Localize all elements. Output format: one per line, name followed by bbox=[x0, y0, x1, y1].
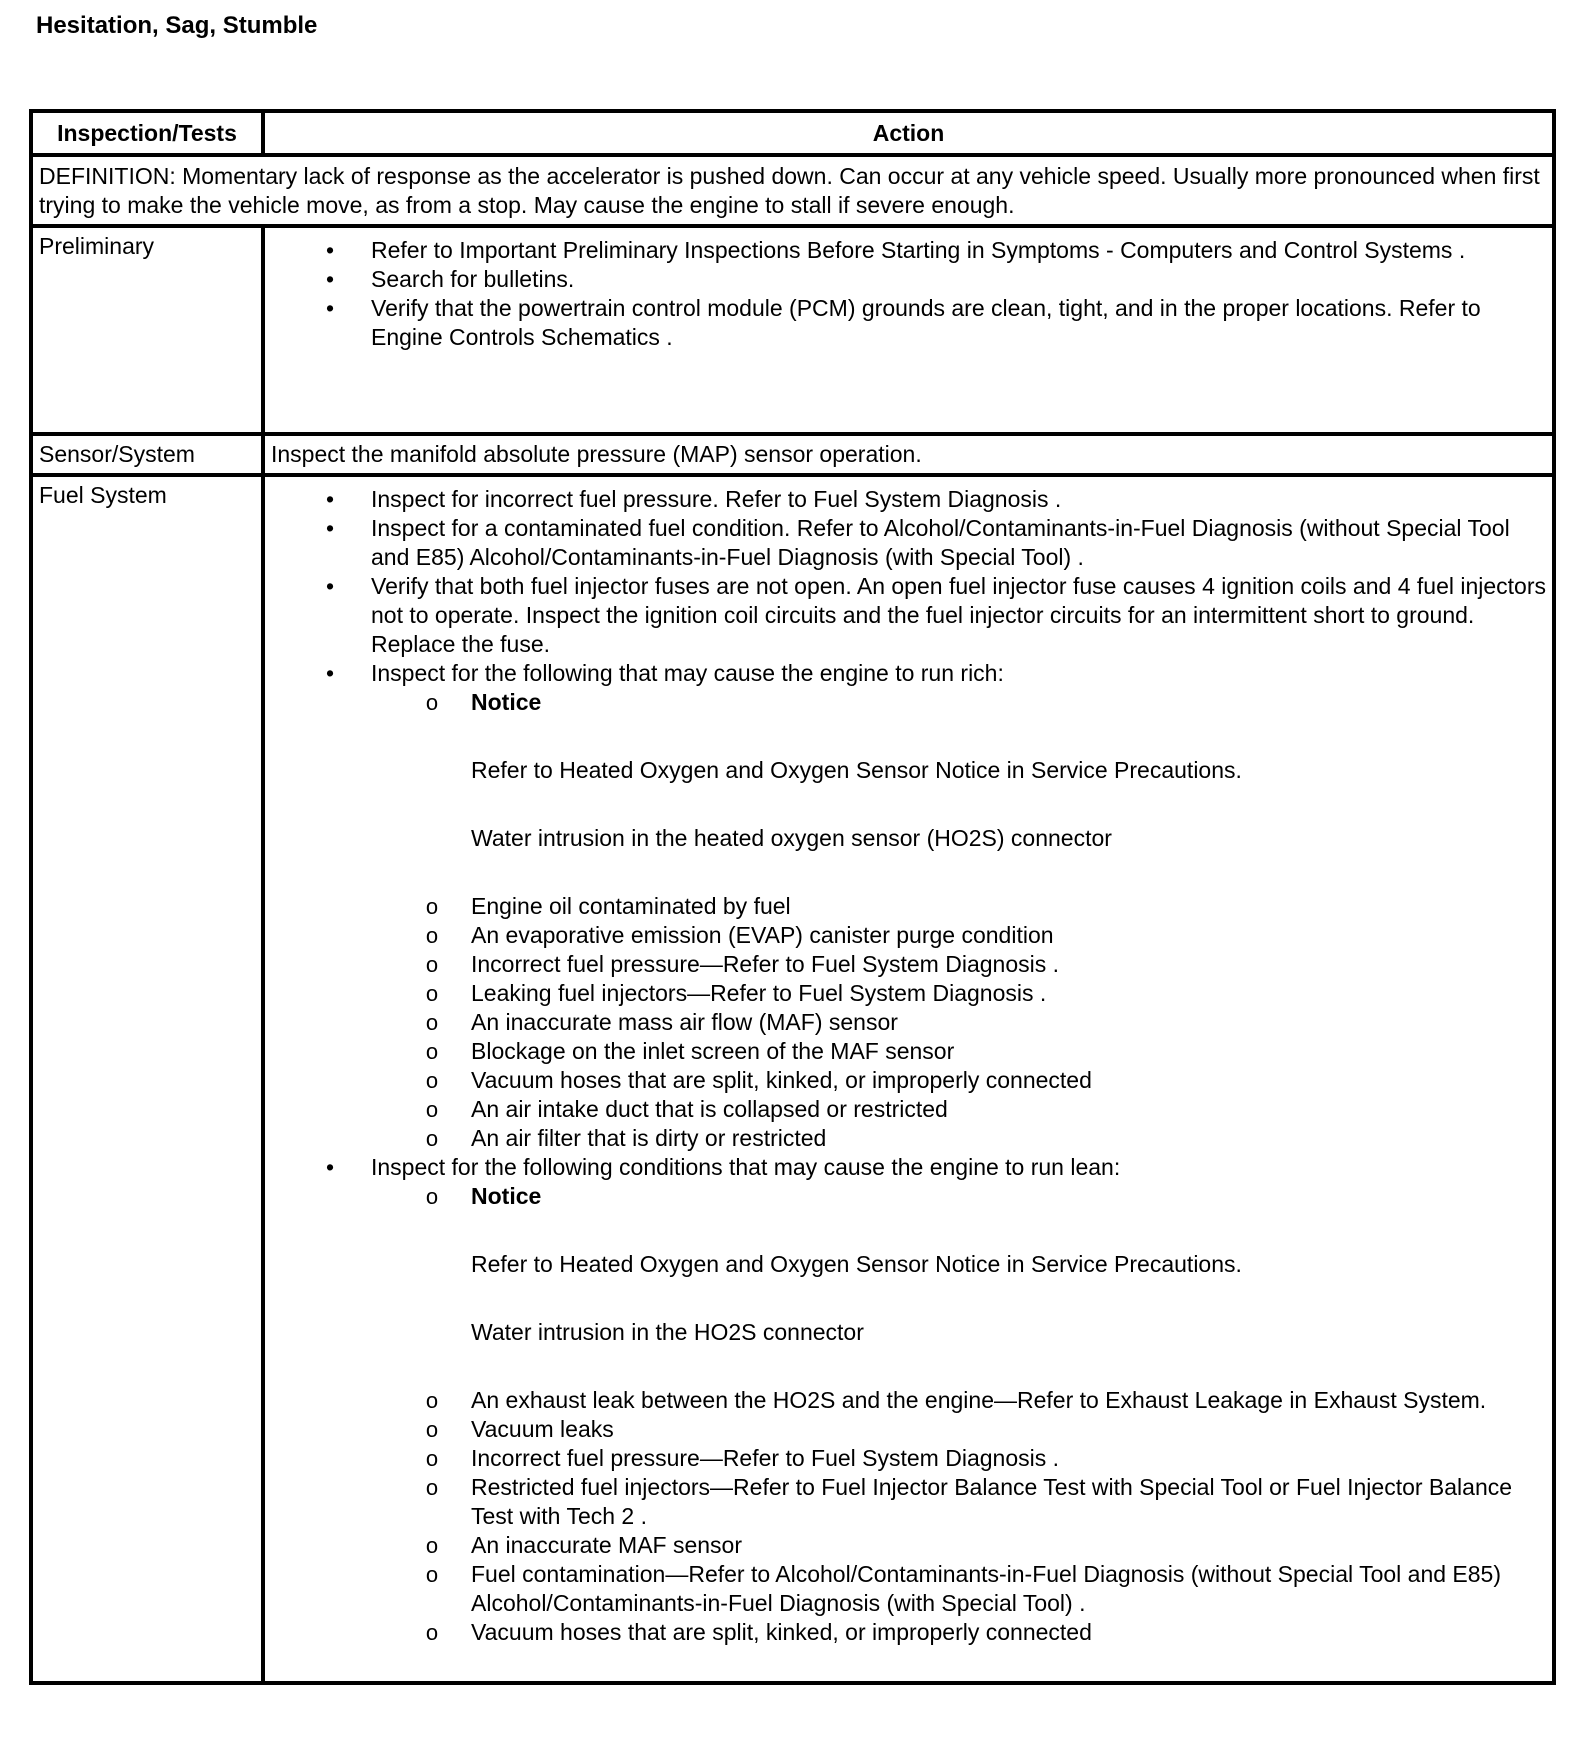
notice-label: Notice bbox=[471, 689, 542, 715]
circle-bullet-icon: o bbox=[425, 1039, 439, 1064]
sensor-row bbox=[31, 434, 1554, 475]
sub-list-item: o Vacuum leaks bbox=[265, 1415, 1548, 1444]
circle-bullet-icon: o bbox=[425, 1417, 439, 1442]
circle-bullet-icon: o bbox=[425, 1388, 439, 1413]
definition-text: DEFINITION: Momentary lack of response as the accelerator is pushed down. Can occur at any vehicle speed. Usually more pronounced when first trying to make the vehicle move, as from a stop. May cause the engine to stall if severe enough. bbox=[31, 155, 1554, 226]
bullet-icon: • bbox=[325, 573, 335, 599]
notice-item: Water intrusion in the heated oxygen sensor (HO2S) connector bbox=[471, 825, 1112, 851]
bullet-icon: • bbox=[325, 295, 335, 321]
sub-list-item: o Leaking fuel injectors—Refer to Fuel System Diagnosis . bbox=[265, 979, 1548, 1008]
sub-list-item: o An inaccurate mass air flow (MAF) sensor bbox=[265, 1008, 1548, 1037]
circle-bullet-icon: o bbox=[425, 1010, 439, 1035]
bullet-icon: • bbox=[325, 237, 335, 263]
circle-bullet-icon: o bbox=[425, 1446, 439, 1471]
row-label-sensor-system: Sensor/System bbox=[31, 434, 263, 475]
list-item: • Refer to Important Preliminary Inspections Before Starting in Symptoms - Computers and Control Systems . bbox=[265, 236, 1552, 265]
sub-list-item: o An air intake duct that is collapsed or restricted bbox=[265, 1095, 1548, 1124]
circle-bullet-icon: o bbox=[425, 1097, 439, 1122]
list-item: • Verify that the powertrain control module (PCM) grounds are clean, tight, and in the proper locations. Refer to Engine Controls Schematics . bbox=[265, 294, 1552, 352]
sub-list-item: o An exhaust leak between the HO2S and the engine—Refer to Exhaust Leakage in Exhaust System. bbox=[265, 1386, 1548, 1415]
sub-list-item: o Engine oil contaminated by fuel bbox=[265, 892, 1548, 921]
circle-bullet-icon: o bbox=[425, 894, 439, 919]
circle-bullet-icon: o bbox=[425, 981, 439, 1006]
notice-text: Refer to Heated Oxygen and Oxygen Sensor Notice in Service Precautions. bbox=[471, 757, 1242, 783]
list-item: • Inspect for the following that may cause the engine to run rich: o Notice Refer to Heated Oxygen and Oxygen Sensor Notice in Service Precautions. Water intrusion in the heated oxygen sensor (HO2S) connector o Engine oil contaminated by fuel o An evaporative emission (EVAP) canister purge condition o Incorrect fuel pressure—Refer to Fuel System Diagnosis . o Leaking fuel injectors—Refer to Fuel System Diagnosis . o An inaccurate mass air flow (MAF) sensor o Blockage on the inlet screen of the MAF sensor o Vacuum hoses that are split, kinked, or improperly connected o An air intake duct that is collapsed or restricted o An air filter that is dirty or restricted bbox=[265, 659, 1552, 1153]
sub-list-item bbox=[265, 1182, 1548, 1386]
sub-list-item: o An inaccurate MAF sensor bbox=[265, 1531, 1548, 1560]
diagnostic-table bbox=[29, 109, 1556, 1685]
bullet-icon: • bbox=[325, 486, 335, 512]
bullet-icon: • bbox=[325, 515, 335, 541]
header-action: Action bbox=[263, 111, 1554, 155]
circle-bullet-icon: o bbox=[425, 1620, 439, 1645]
fuel-actions bbox=[263, 475, 1554, 1683]
list-item: • Inspect for the following conditions that may cause the engine to run lean: o Notice Refer to Heated Oxygen and Oxygen Sensor Notice in Service Precautions. Water intrusion in the HO2S connector o An exhaust leak between the HO2S and the engine—Refer to Exhaust Leakage in Exhaust System. o Vacuum leaks o Incorrect fuel pressure—Refer to Fuel System Diagnosis . o Restricted fuel injectors—Refer to Fuel Injector Balance Test with Special Tool or Fuel Injector Balance Test with Tech 2 . o An inaccurate MAF sensor o Fuel contamination—Refer to Alcohol/Contaminants-in-Fuel Diagnosis (without Special Tool and E85) Alcohol/Contaminants-in-Fuel Diagnosis (with Special Tool) . o Vacuum hoses that are split, kinked, or improperly connected bbox=[265, 1153, 1552, 1647]
notice-label: Notice bbox=[471, 1183, 542, 1209]
list-item: • Search for bulletins. bbox=[265, 265, 1552, 294]
sub-list-item: o An air filter that is dirty or restricted bbox=[265, 1124, 1548, 1153]
circle-bullet-icon: o bbox=[425, 1184, 439, 1209]
circle-bullet-icon: o bbox=[425, 690, 439, 715]
fuel-row bbox=[31, 475, 1554, 1683]
sub-list-item: o Fuel contamination—Refer to Alcohol/Contaminants-in-Fuel Diagnosis (without Special Tool and E85) Alcohol/Contaminants-in-Fuel Diagnosis (with Special Tool) . bbox=[265, 1560, 1548, 1618]
circle-bullet-icon: o bbox=[425, 952, 439, 977]
sub-list-item: o Vacuum hoses that are split, kinked, or improperly connected bbox=[265, 1618, 1548, 1647]
sub-list-item: o Restricted fuel injectors—Refer to Fuel Injector Balance Test with Special Tool or Fuel Injector Balance Test with Tech 2 . bbox=[265, 1473, 1548, 1531]
list-item: • Inspect for a contaminated fuel condition. Refer to Alcohol/Contaminants-in-Fuel Diagnosis (without Special Tool and E85) Alcohol/Contaminants-in-Fuel Diagnosis (with Special Tool) . bbox=[265, 514, 1552, 572]
bullet-icon: • bbox=[325, 266, 335, 292]
header-inspection-tests: Inspection/Tests bbox=[31, 111, 263, 155]
notice-block bbox=[471, 1211, 1548, 1386]
list-item: • Inspect for incorrect fuel pressure. Refer to Fuel System Diagnosis . bbox=[265, 485, 1552, 514]
preliminary-row bbox=[31, 226, 1554, 434]
sub-list-item: o Blockage on the inlet screen of the MAF sensor bbox=[265, 1037, 1548, 1066]
sub-list-item bbox=[265, 688, 1548, 892]
notice-text: Refer to Heated Oxygen and Oxygen Sensor Notice in Service Precautions. bbox=[471, 1251, 1242, 1277]
definition-row bbox=[31, 155, 1554, 226]
sensor-action: Inspect the manifold absolute pressure (MAP) sensor operation. bbox=[263, 434, 1554, 475]
bullet-icon: • bbox=[325, 660, 335, 686]
circle-bullet-icon: o bbox=[425, 1562, 439, 1587]
header-row bbox=[31, 111, 1554, 155]
row-label-fuel-system: Fuel System bbox=[31, 475, 263, 1683]
list-item: • Verify that both fuel injector fuses are not open. An open fuel injector fuse causes 4 ignition coils and 4 fuel injectors not to operate. Inspect the ignition coil circuits and the fuel injector circuits for an intermittent short to ground. Replace the fuse. bbox=[265, 572, 1552, 659]
sub-list-item: o An evaporative emission (EVAP) canister purge condition bbox=[265, 921, 1548, 950]
sub-list-item: o Incorrect fuel pressure—Refer to Fuel System Diagnosis . bbox=[265, 1444, 1548, 1473]
bullet-icon: • bbox=[325, 1154, 335, 1180]
row-label-preliminary: Preliminary bbox=[31, 226, 263, 434]
sub-list-item: o Vacuum hoses that are split, kinked, or improperly connected bbox=[265, 1066, 1548, 1095]
notice-item: Water intrusion in the HO2S connector bbox=[471, 1319, 864, 1345]
page-title: Hesitation, Sag, Stumble bbox=[36, 12, 318, 39]
circle-bullet-icon: o bbox=[425, 1533, 439, 1558]
sub-list-item: o Incorrect fuel pressure—Refer to Fuel System Diagnosis . bbox=[265, 950, 1548, 979]
notice-block bbox=[471, 717, 1548, 892]
circle-bullet-icon: o bbox=[425, 923, 439, 948]
circle-bullet-icon: o bbox=[425, 1068, 439, 1093]
preliminary-actions bbox=[263, 226, 1554, 434]
circle-bullet-icon: o bbox=[425, 1475, 439, 1500]
circle-bullet-icon: o bbox=[425, 1126, 439, 1151]
